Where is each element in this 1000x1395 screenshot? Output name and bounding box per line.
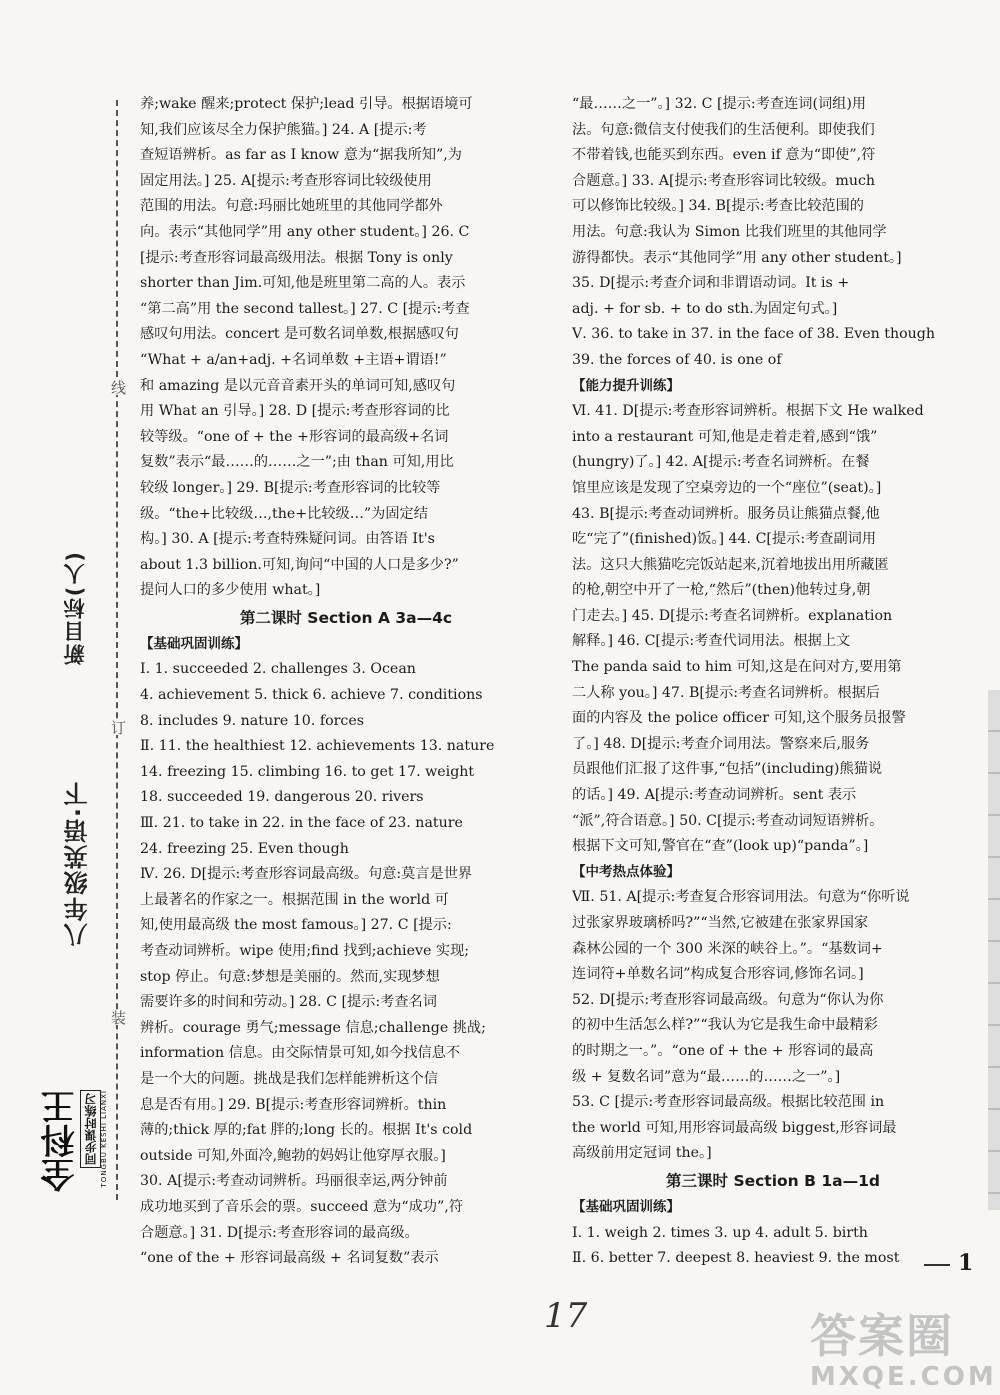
- text-line: Ⅱ. 6. better 7. deepest 8. heaviest 9. the most: [572, 1250, 900, 1267]
- section-heading: 第三课时 Section B 1a—1d: [666, 1171, 880, 1190]
- text-line: 连词符+单数名词”构成复合形容词,修饰名词。]: [572, 966, 864, 983]
- text-line: Ⅲ. 21. to take in 22. in the face of 23. nature: [140, 815, 463, 832]
- text-line: 用法。句意:我认为 Simon 比我们班里的其他同学: [572, 223, 887, 240]
- subsection-label: 【中考热点体验】: [572, 863, 680, 880]
- right-column: [572, 92, 974, 1272]
- text-line: Ⅴ. 36. to take in 37. in the face of 38. Even though: [572, 326, 936, 343]
- text-line: 构。] 30. A [提示:考查特殊疑问词。由答语 It's: [140, 531, 435, 548]
- text-line: 薄的;thick 厚的;fat 胖的;long 长的。根据 It's cold: [140, 1122, 473, 1139]
- text-line: 用 What an 引导。] 28. D [提示:考查形容词的比: [140, 403, 450, 420]
- text-line: the world 可知,用形容词最高级 biggest,形容词最: [572, 1119, 897, 1136]
- text-line: 较级 longer。] 29. B[提示:考查形容词的比较等: [140, 479, 441, 496]
- text-line: 森林公园的一个 300 米深的峡谷上。”。“基数词+: [572, 940, 883, 957]
- text-line: 53. C [提示:考查形容词最高级。根据比较范围 in: [572, 1094, 885, 1111]
- text-line: 级。“the+比较级…,the+比较级…”为固定结: [140, 505, 428, 522]
- text-line: 14. freezing 15. climbing 16. to get 17. weight: [140, 763, 475, 780]
- text-line: outside 可知,外面冷,鲍勃的妈妈让他穿厚衣服。]: [140, 1147, 446, 1164]
- text-line: adj. + for sb. + to do sth.为固定句式。]: [572, 300, 838, 317]
- subsection-label: 【基础巩固训练】: [572, 1198, 680, 1215]
- text-line: 二人称 you。] 47. B[提示:考查名词辨析。根据后: [572, 684, 880, 701]
- text-line: 查短语辨析。as far as I know 意为“据我所知”,为: [140, 147, 462, 164]
- text-line: 根据下文可知,警官在“查”(look up)“panda”。]: [572, 838, 869, 855]
- binding-dashed-line: [116, 100, 118, 1200]
- text-line: “one of the + 形容词最高级 + 名词复数”表示: [140, 1250, 439, 1267]
- text-line: 的时期之一。”。“one of + the + 形容词的最高: [572, 1042, 874, 1059]
- text-line: 和 amazing 是以元音音素开头的单词可知,感叹句: [140, 377, 456, 394]
- left-column: [140, 92, 552, 1272]
- text-line: 35. D[提示:考查介词和非谓语动词。It is +: [572, 275, 850, 292]
- text-line: Ⅶ. 51. A[提示:考查复合形容词用法。句意为“你听说: [572, 889, 910, 906]
- text-line: 知,我们应该尽全力保护熊猫。] 24. A [提示:考: [140, 121, 427, 138]
- text-line: Ⅵ. 41. D[提示:考查形容词辨析。根据下文 He walked: [572, 403, 924, 420]
- text-line: 43. B[提示:考查动词辨析。服务员让熊猫点餐,他: [572, 505, 880, 522]
- text-line: 复数”表示“最……的……之一”;由 than 可知,用比: [140, 454, 454, 471]
- text-line: into a restaurant 可知,他是走着走着,感到“饿”: [572, 428, 878, 445]
- text-line: Ⅳ. 26. D[提示:考查形容词最高级。句意:莫言是世界: [140, 866, 473, 883]
- text-line: 了。] 48. D[提示:考查介词用法。警察来后,服务: [572, 735, 870, 752]
- text-line: (hungry)了。] 42. A[提示:考查名词辨析。在餐: [572, 454, 870, 471]
- text-line: 解释。] 46. C[提示:考查代词用法。根据上文: [572, 633, 851, 650]
- text-line: 合题意。] 33. A[提示:考查形容词比较级。much: [572, 172, 876, 189]
- text-line: 52. D[提示:考查形容词最高级。句意为“你认为你: [572, 991, 884, 1008]
- page-edge-tabs: [988, 690, 1000, 1210]
- text-line: 8. includes 9. nature 10. forces: [140, 712, 365, 729]
- text-line: 知,使用最高级 the most famous。] 27. C [提示:: [140, 917, 452, 934]
- publisher-logo: [30, 1090, 110, 1200]
- subsection-label: 【基础巩固训练】: [140, 635, 248, 652]
- gutter-mark-top: 线: [109, 380, 127, 395]
- text-line: stop 停止。句意:梦想是美丽的。然而,实现梦想: [140, 968, 440, 985]
- text-line: “最……之一”。] 32. C [提示:考查连词(词组)用: [572, 96, 867, 112]
- text-line: 员跟他们汇报了这件事,“包括”(including)熊猫说: [572, 761, 883, 778]
- text-line: 4. achievement 5. thick 6. achieve 7. conditions: [140, 687, 483, 704]
- binding-gutter: [0, 80, 128, 1220]
- watermark-logo: [810, 1300, 997, 1392]
- text-line: 是一个大的问题。挑战是我们怎样能辨析这个信: [140, 1070, 438, 1087]
- text-line: Ⅰ. 1. weigh 2. times 3. up 4. adult 5. birth: [572, 1224, 868, 1241]
- edition-label: 新目标(人): [63, 550, 87, 666]
- page-number: 1: [958, 1250, 974, 1276]
- text-line: 考查动词辨析。wipe 使用;find 找到;achieve 实现;: [140, 943, 470, 959]
- text-line: 养;wake 醒来;protect 保护;lead 引导。根据语境可: [140, 96, 473, 112]
- text-line: “派”,符合语意。] 50. C[提示:考查动词短语辨析。: [572, 812, 884, 829]
- text-line: “What + a/an+adj. +名词单数 +主语+谓语!”: [140, 351, 447, 368]
- text-line: 过张家界玻璃桥吗?”“当然,它被建在张家界国家: [572, 915, 869, 931]
- text-line: 面的内容及 the police officer 可知,这个服务员报警: [572, 710, 906, 727]
- text-line: 需要许多的时间和劳动。] 28. C [提示:考查名词: [140, 994, 437, 1011]
- text-line: 息是否有用。] 29. B[提示:考查形容词辨析。thin: [140, 1096, 447, 1113]
- text-line: 级 + 复数名词”意为“最……的……之一”。]: [572, 1068, 841, 1085]
- text-line: about 1.3 billion.可知,询问“中国的人口是多少?”: [140, 556, 459, 573]
- text-line: 固定用法。] 25. A[提示:考查形容词比较级使用: [140, 172, 432, 189]
- text-line: Ⅰ. 1. succeeded 2. challenges 3. Ocean: [140, 661, 416, 678]
- text-line: shorter than Jim.可知,他是班里第二高的人。表示: [140, 275, 466, 292]
- text-line: 较等级。“one of + the +形容词的最高级+名词: [140, 428, 449, 445]
- text-line: 法。句意:微信支付使我们的生活便利。即使我们: [572, 121, 875, 138]
- text-line: 高级前用定冠词 the。]: [572, 1145, 712, 1162]
- text-line: 的枪,朝空中开了一枪,“然后”(then)他转过身,朝: [572, 582, 871, 599]
- text-line: [提示:考查形容词最高级用法。根据 Tony is only: [140, 249, 453, 266]
- text-line: 馆里应该是发现了空桌旁边的一个“座位”(seat)。]: [572, 479, 882, 496]
- text-line: 24. freezing 25. Even though: [140, 840, 349, 857]
- subsection-label: 【能力提升训练】: [572, 377, 680, 394]
- text-line: 合题意。] 31. D[提示:考查形容词的最高级。: [140, 1224, 419, 1241]
- text-line: 门走去。] 45. D[提示:考查名词辨析。explanation: [572, 607, 893, 624]
- book-title: 八年级英语·下: [64, 780, 92, 948]
- text-line: 提问人口的多少使用 what。]: [140, 582, 321, 599]
- text-line: information 信息。由交际情景可知,如今找信息不: [140, 1045, 461, 1062]
- section-heading: 第二课时 Section A 3a—4c: [239, 608, 453, 627]
- text-line: “第二高”用 the second tallest。] 27. C [提示:考查: [140, 300, 470, 317]
- watermark-main: 答案圈: [810, 1309, 954, 1363]
- text-line: 可以修饰比较级。] 34. B[提示:考查比较范围的: [572, 198, 864, 215]
- text-line: 的初中生活怎么样?”“我认为它是我生命中最精彩: [572, 1017, 878, 1034]
- gutter-mark-bottom: 装: [109, 1010, 127, 1025]
- watermark-sub: MXQE.COM: [810, 1362, 997, 1392]
- text-line: 上最著名的作家之一。根据范围 in the world 可: [140, 891, 449, 908]
- text-line: Ⅱ. 11. the healthiest 12. achievements 13. nature: [140, 738, 495, 755]
- text-line: 18. succeeded 19. dangerous 20. rivers: [140, 789, 424, 806]
- text-line: 30. A[提示:考查动词辨析。玛丽很幸运,两分钟前: [140, 1173, 448, 1190]
- brand-main: 全科王: [41, 1090, 81, 1192]
- gutter-mark-mid: 订: [109, 720, 127, 735]
- text-line: 感叹句用法。concert 是可数名词单数,根据感叹句: [140, 326, 459, 343]
- text-line: The panda said to him 可知,这是在问对方,要用第: [572, 659, 902, 676]
- brand-sub: 同步课时练习: [80, 1090, 101, 1168]
- handwritten-mark: 17: [544, 1296, 588, 1336]
- text-line: 向。表示“其他同学”用 any other student。] 26. C: [140, 223, 470, 240]
- text-line: 不带着钱,也能买到东西。even if 意为“即使”,符: [572, 147, 876, 164]
- text-line: 39. the forces of 40. is one of: [572, 351, 782, 368]
- text-line: 的话。] 49. A[提示:考查动词辨析。sent 表示: [572, 787, 857, 804]
- text-line: 辨析。courage 勇气;message 信息;challenge 挑战;: [140, 1019, 486, 1036]
- text-line: 范围的用法。句意:玛丽比她班里的其他同学都外: [140, 198, 443, 215]
- text-line: 游得都快。表示“其他同学”用 any other student。]: [572, 249, 902, 266]
- text-line: 吃“完了”(finished)饭。] 44. C[提示:考查副词用: [572, 531, 877, 548]
- text-line: 法。这只大熊猫吃完饭站起来,沉着地拔出用所藏匿: [572, 556, 889, 573]
- brand-pinyin: TONGBU KESHI LIANXI: [100, 1090, 108, 1188]
- text-line: 成功地买到了音乐会的票。succeed 意为“成功”,符: [140, 1198, 463, 1215]
